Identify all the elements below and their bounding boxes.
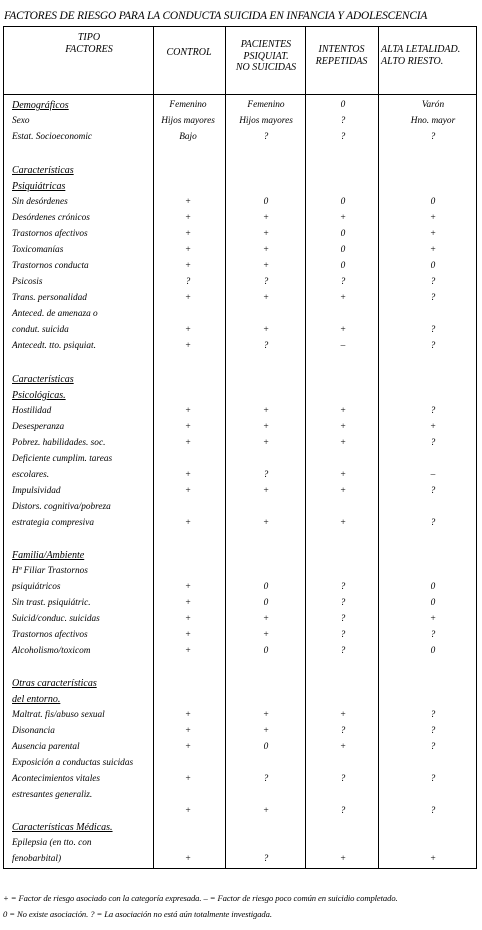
table-cell: ? — [340, 630, 346, 640]
table-cell: + — [262, 406, 270, 416]
table-cell: 0 — [430, 646, 436, 656]
table-cell: ? — [263, 341, 269, 351]
table-cell: + — [429, 854, 437, 864]
table-cell: + — [262, 518, 270, 528]
header-tipo: TIPO FACTORES — [65, 32, 113, 55]
table-cell: ? — [430, 742, 436, 752]
table-cell: + — [262, 229, 270, 239]
factor-label: Desesperanza — [12, 422, 65, 432]
table-cell: + — [429, 245, 437, 255]
table-cell: Femenino — [247, 100, 285, 110]
table-cell: ? — [430, 710, 436, 720]
table-cell: ? — [340, 726, 346, 736]
factor-label: estresantes generaliz. — [12, 790, 93, 800]
table-cell: ? — [185, 277, 191, 287]
factor-label: Pobrez. habilidades. soc. — [12, 438, 106, 448]
table-cell: + — [184, 582, 192, 592]
table-cell: ? — [340, 806, 346, 816]
table-cell: + — [262, 422, 270, 432]
factor-label: Deficiente cumplim. tareas — [12, 454, 113, 464]
table-cell: + — [184, 229, 192, 239]
table-cell: 0 — [430, 582, 436, 592]
table-cell: 0 — [430, 197, 436, 207]
table-cell: ? — [430, 726, 436, 736]
table-cell: 0 — [263, 742, 269, 752]
table-cell: + — [184, 646, 192, 656]
table-cell: ? — [430, 132, 436, 142]
table-cell: ? — [430, 630, 436, 640]
table-cell: Varón — [421, 100, 445, 110]
table-cell: 0 — [263, 646, 269, 656]
table-cell: + — [262, 438, 270, 448]
table-cell: + — [184, 293, 192, 303]
section-heading: Psiquiátricas — [12, 181, 66, 192]
factor-label: psiquiátricos — [12, 582, 61, 592]
factor-label: escolares. — [12, 470, 50, 480]
table-cell: + — [184, 245, 192, 255]
table-cell: + — [339, 213, 347, 223]
table-cell: ? — [263, 774, 269, 784]
table-cell: ? — [340, 598, 346, 608]
factor-label: Sexo — [12, 116, 30, 126]
factor-label: Exposición a conductas suicidas — [12, 758, 134, 768]
table-cell: + — [262, 710, 270, 720]
table-cell: + — [339, 422, 347, 432]
table-cell: + — [184, 774, 192, 784]
table-cell: ? — [340, 646, 346, 656]
table-cell: + — [262, 261, 270, 271]
section-heading: Demográficos — [12, 100, 69, 111]
table-cell: + — [184, 854, 192, 864]
table-cell: ? — [340, 116, 346, 126]
table-cell: + — [339, 742, 347, 752]
factor-label: Disonancia — [12, 726, 55, 736]
table-cell: 0 — [340, 245, 346, 255]
table-cell: + — [262, 325, 270, 335]
table-cell: + — [262, 630, 270, 640]
header-alta: ALTA LETALIDAD. ALTO RIESTO. — [381, 44, 461, 67]
table-cell: ? — [263, 132, 269, 142]
factor-label: Ausencia parental — [12, 742, 80, 752]
factor-label: Impulsividad — [12, 486, 61, 496]
table-cell: – — [340, 341, 346, 351]
table-cell: + — [184, 406, 192, 416]
table-cell: + — [184, 518, 192, 528]
table-cell: Hijos mayores — [161, 116, 215, 126]
table-cell: ? — [340, 582, 346, 592]
factor-label: Suicid/conduc. suicidas — [12, 614, 100, 624]
factor-label: Desórdenes crónicos — [12, 213, 90, 223]
table-cell: – — [430, 470, 436, 480]
table-cell: + — [184, 726, 192, 736]
factor-label: Sin desórdenes — [12, 197, 68, 207]
table-cell: + — [339, 518, 347, 528]
table-cell: + — [184, 341, 192, 351]
table-cell: + — [339, 854, 347, 864]
section-heading: Características — [12, 165, 74, 176]
table-cell: + — [184, 614, 192, 624]
column-divider — [305, 26, 306, 869]
table-cell: 0 — [263, 598, 269, 608]
table-cell: ? — [340, 774, 346, 784]
table-cell: ? — [263, 470, 269, 480]
section-heading: del entorno. — [12, 694, 61, 705]
table-cell: + — [339, 486, 347, 496]
factor-label: Anteced. de amenaza o — [12, 309, 98, 319]
factor-label: condut. suicida — [12, 325, 69, 335]
table-cell: 0 — [263, 582, 269, 592]
table-cell: ? — [340, 132, 346, 142]
factor-label: Alcoholismo/toxicom — [12, 646, 91, 656]
table-cell: ? — [430, 277, 436, 287]
table-cell: + — [184, 422, 192, 432]
table-cell: + — [262, 213, 270, 223]
table-cell: + — [184, 598, 192, 608]
table-cell: Hno. mayor — [410, 116, 456, 126]
table-cell: Hijos mayores — [239, 116, 293, 126]
table-cell: + — [184, 742, 192, 752]
table-cell: + — [184, 197, 192, 207]
factor-label: estrategia compresiva — [12, 518, 95, 528]
table-cell: + — [184, 806, 192, 816]
table-cell: ? — [430, 438, 436, 448]
table-cell: + — [339, 325, 347, 335]
factor-label: Antecedt. tto. psiquiat. — [12, 341, 96, 351]
factor-label: Hostilidad — [12, 406, 52, 416]
table-cell: 0 — [430, 598, 436, 608]
table-cell: ? — [430, 341, 436, 351]
table-cell: + — [262, 293, 270, 303]
table-cell: + — [184, 486, 192, 496]
section-heading: Psicológicas. — [12, 390, 66, 401]
footnote-legend: + = Factor de riesgo asociado con la categoría expresada. – = Factor de riesgo poco común en suicidio completado. — [3, 893, 398, 903]
factor-label: Psicosis — [12, 277, 43, 287]
factor-label: Trans. personalidad — [12, 293, 87, 303]
table-cell: Femenino — [169, 100, 207, 110]
table-cell: ? — [430, 325, 436, 335]
table-cell: + — [429, 213, 437, 223]
table-cell: + — [262, 806, 270, 816]
factor-label: fenobarbital) — [12, 854, 62, 864]
factor-label: Maltrat. fis/abuso sexual — [12, 710, 105, 720]
table-cell: 0 — [430, 261, 436, 271]
table-cell: ? — [263, 854, 269, 864]
factor-label: Sin trast. psiquiátric. — [12, 598, 91, 608]
table-cell: + — [184, 710, 192, 720]
table-cell: + — [184, 438, 192, 448]
header-intentos: INTENTOS REPETIDAS — [315, 44, 368, 67]
factor-label: Trastornos afectivos — [12, 630, 88, 640]
header-divider — [3, 94, 477, 95]
table-cell: + — [184, 470, 192, 480]
table-cell: ? — [340, 277, 346, 287]
section-heading: Otras características — [12, 678, 97, 689]
table-cell: Bajo — [179, 132, 197, 142]
factor-label: Distors. cognitiva/pobreza — [12, 502, 111, 512]
factor-label: Trastornos conducta — [12, 261, 89, 271]
table-cell: 0 — [340, 197, 346, 207]
factor-label: Trastornos afectivos — [12, 229, 88, 239]
table-cell: + — [339, 406, 347, 416]
table-cell: + — [339, 293, 347, 303]
table-cell: + — [184, 325, 192, 335]
page-title: FACTORES DE RIESGO PARA LA CONDUCTA SUICIDA EN INFANCIA Y ADOLESCENCIA — [4, 10, 428, 22]
table-cell: ? — [263, 277, 269, 287]
section-heading: Familia/Ambiente — [12, 550, 85, 561]
table-cell: + — [429, 422, 437, 432]
table-cell: + — [339, 470, 347, 480]
table-cell: + — [262, 614, 270, 624]
table-cell: ? — [430, 406, 436, 416]
table-cell: + — [429, 614, 437, 624]
section-heading: Características Médicas. — [12, 822, 113, 833]
table-cell: + — [339, 438, 347, 448]
table-cell: ? — [430, 806, 436, 816]
factor-label: Toxicomanías — [12, 245, 64, 255]
factor-label: Estat. Socioeconomic — [12, 132, 93, 142]
factor-label: Acontecimientos vitales — [12, 774, 101, 784]
table-cell: + — [429, 229, 437, 239]
table-cell: + — [262, 486, 270, 496]
table-cell: + — [184, 630, 192, 640]
table-cell: 0 — [340, 100, 346, 110]
table-cell: ? — [430, 774, 436, 784]
column-divider — [225, 26, 226, 869]
factor-label: Hª Filiar Trastornos — [12, 566, 88, 576]
footnote-legend: 0 = No existe asociación. ? = La asociación no está aún totalmente investigada. — [3, 909, 272, 919]
table-cell: 0 — [340, 229, 346, 239]
table-cell: + — [262, 245, 270, 255]
table-cell: ? — [430, 518, 436, 528]
table-cell: 0 — [263, 197, 269, 207]
header-control: CONTROL — [166, 47, 212, 58]
table-cell: 0 — [340, 261, 346, 271]
table-cell: ? — [430, 293, 436, 303]
section-heading: Características — [12, 374, 74, 385]
header-pacientes: PACIENTES PSIQUIAT. NO SUICIDAS — [235, 39, 297, 73]
table-cell: + — [184, 261, 192, 271]
table-cell: + — [262, 726, 270, 736]
table-cell: + — [184, 213, 192, 223]
table-cell: ? — [340, 614, 346, 624]
table-cell: + — [339, 710, 347, 720]
table-cell: ? — [430, 486, 436, 496]
factor-label: Epilepsia (en tto. con — [12, 838, 92, 848]
